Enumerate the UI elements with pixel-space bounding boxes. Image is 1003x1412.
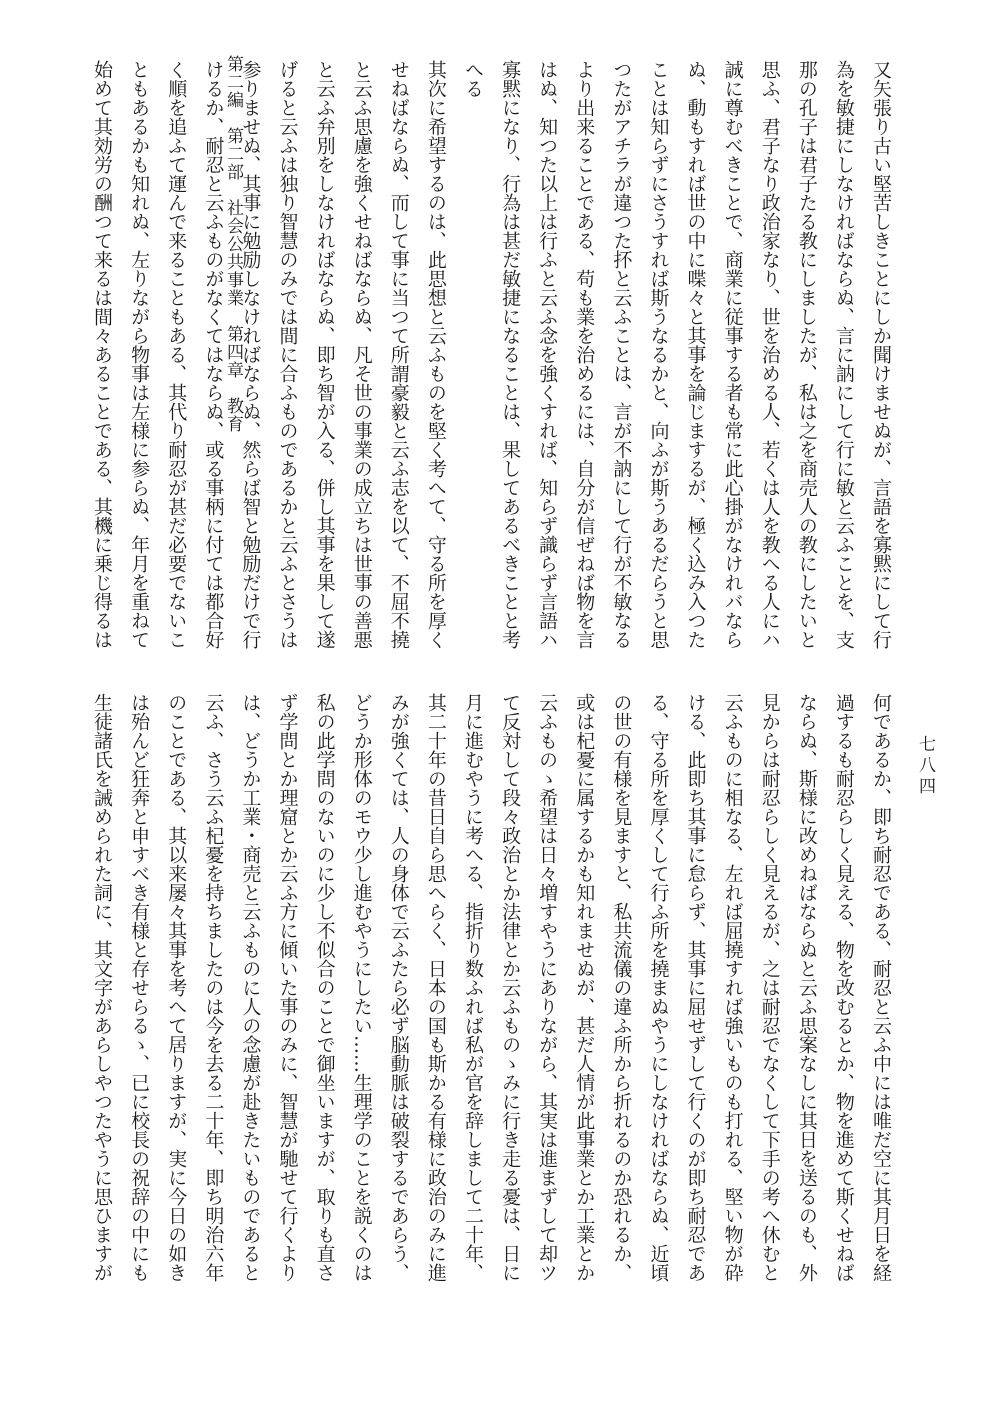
text-column: ず学問とか理窟とか云ふ方に傾いた事のみに、智慧が馳せて行くより (276, 693, 299, 1282)
text-column: のことである、其以来屡々其事を考へて居りますが、実に今日の如き (165, 693, 188, 1282)
text-column: 私の此学問のないのに少し不似合のことで御坐いますが、取りも直さ (313, 693, 336, 1282)
text-column: 云ふ、さう云ふ杞憂を持ちましたのは今を去る二十年、即ち明治六年 (202, 693, 225, 1282)
text-column: 参りませぬ、其事に勉励しなければならぬ、然らば智と勉励だけで行 (239, 60, 262, 649)
text-column: の世の有様を見ますと、私共流儀の違ふ所から折れるのか恐れるか、 (610, 693, 633, 1282)
text-column: より出来ることである、苟も業を治めるには、自分が信ぜねば物を言 (573, 60, 596, 649)
text-column: る、守る所を厚くして行ふ所を撓まぬやうにしなければならぬ、近頃 (647, 693, 670, 1282)
text-column: どうか形体のモウ少し進むやうにしたい……生理学のことを説くのは (350, 693, 373, 1282)
text-column: 或は杞憂に属するかも知れませぬが、甚だ人情が此事業とか工業とか (573, 693, 596, 1282)
text-column: へる (461, 60, 484, 98)
text-column: 為を敏捷にしなければならぬ、言に訥にして行に敏と云ふことを、支 (832, 60, 855, 649)
text-column: と云ふ弁別をしなければならぬ、即ち智が入る、併し其事を果して遂 (313, 60, 336, 649)
upper-text-block (83, 60, 899, 660)
text-column: 那の孔子は君子たる教にしましたが、私は之を商売人の教にしたいと (795, 60, 818, 649)
text-column: 思ふ、君子なり政治家なり、世を治める人、若くは人を教へる人にハ (758, 60, 781, 649)
text-column: は、どうか工業・商売と云ふものに人の念慮が赴きたいものであると (239, 693, 262, 1282)
text-column: 其二十年の昔日自ら思へらく、日本の国も斯かる有様に政治のみに進 (424, 693, 447, 1282)
text-column: 過するも耐忍らしく見える、物を改むるとか、物を進めて斯くせねば (832, 693, 855, 1282)
page-number: 七八四 (915, 735, 935, 798)
text-column: ならぬ、斯様に改めねばならぬと云ふ思案なしに其日を送るのも、外 (795, 693, 818, 1282)
text-column: つたがアチラが違つた抔と云ふことは、言が不訥にして行が不敏なる (610, 60, 633, 649)
text-column: く順を追ふて運んで来ることもある、其代り耐忍が甚だ必要でないこ (165, 60, 188, 649)
text-column: けるか、耐忍と云ふものがなくてはならぬ、或る事柄に付ては都合好 (202, 60, 225, 649)
text-column: みが強くては、人の身体で云ふたら必ず脳動脈は破裂するであらう、 (387, 693, 410, 1282)
text-column: せねばならぬ、而して事に当つて所謂豪毅と云ふ志を以て、不屈不撓 (387, 60, 410, 649)
text-column: 寡黙になり、行為は甚だ敏捷になることは、果してあるべきことと考 (499, 60, 522, 649)
text-column: 生徒諸氏を誡められた詞に、其文字があらしやつたやうに思ひますが (91, 693, 114, 1282)
text-column: はぬ、知つた以上は行ふと云ふ念を強くすれば、知らず識らず言語ハ (536, 60, 559, 649)
text-column: ぬ、動もすれば世の中に喋々と其事を論じまするが、極く込み入つた (684, 60, 707, 649)
text-column: 云ふものに相なる、左れば屈撓すれば強いものも打れる、堅い物が砕 (721, 693, 744, 1282)
text-column: 其次に希望するのは、此思想と云ふものを堅く考へて、守る所を厚く (424, 60, 447, 649)
text-column: 月に進むやうに考へる、指折り数ふれば私が官を辞しまして二十年、 (461, 693, 484, 1282)
text-column: 始めて其効労の酬つて来るは間々あることである、其機に乗じ得るは (91, 60, 114, 649)
running-header: 第二編 第二部 社会公共事業 第四章 教育 (223, 55, 243, 433)
text-column: 何であるか、即ち耐忍である、耐忍と云ふ中には唯だ空に其月日を経 (870, 693, 892, 1282)
text-column: て反対して段々政治とか法律とか云ふものゝみに行き走る憂は、日に (499, 693, 522, 1282)
text-column: 見からは耐忍らしく見えるが、之は耐忍でなくして下手の考へ休むと (758, 693, 781, 1282)
text-column: げると云ふは独り智慧のみでは間に合ふものであるかと云ふとさうは (276, 60, 299, 649)
text-column: ともあるかも知れぬ、左りながら物事は左様に参らぬ、年月を重ねて (128, 60, 151, 649)
text-column: と云ふ思慮を強くせねばならぬ、凡そ世の事業の成立ちは世事の善悪 (350, 60, 373, 649)
text-column: ことは知らずにさうすれば斯うなるかと、向ふが斯うあるだらうと思 (647, 60, 670, 649)
text-column: 誠に尊むべきことで、商業に従事する者も常に此心掛がなけれバなら (721, 60, 744, 649)
text-column: ける、此即ち其事に怠らず、其事に屈せずして行くのが即ち耐忍であ (684, 693, 707, 1282)
text-column: 又矢張り古い堅苦しきことにしか聞けませぬが、言語を寡黙にして行 (870, 60, 892, 649)
text-column: は殆んど狂奔と申すべき有様と存せらるゝ、已に校長の祝辞の中にも (128, 693, 151, 1282)
text-column: 云ふものゝ希望は日々増すやうにありながら、其実は進まずして却ツ (536, 693, 559, 1282)
lower-text-block (83, 693, 899, 1293)
